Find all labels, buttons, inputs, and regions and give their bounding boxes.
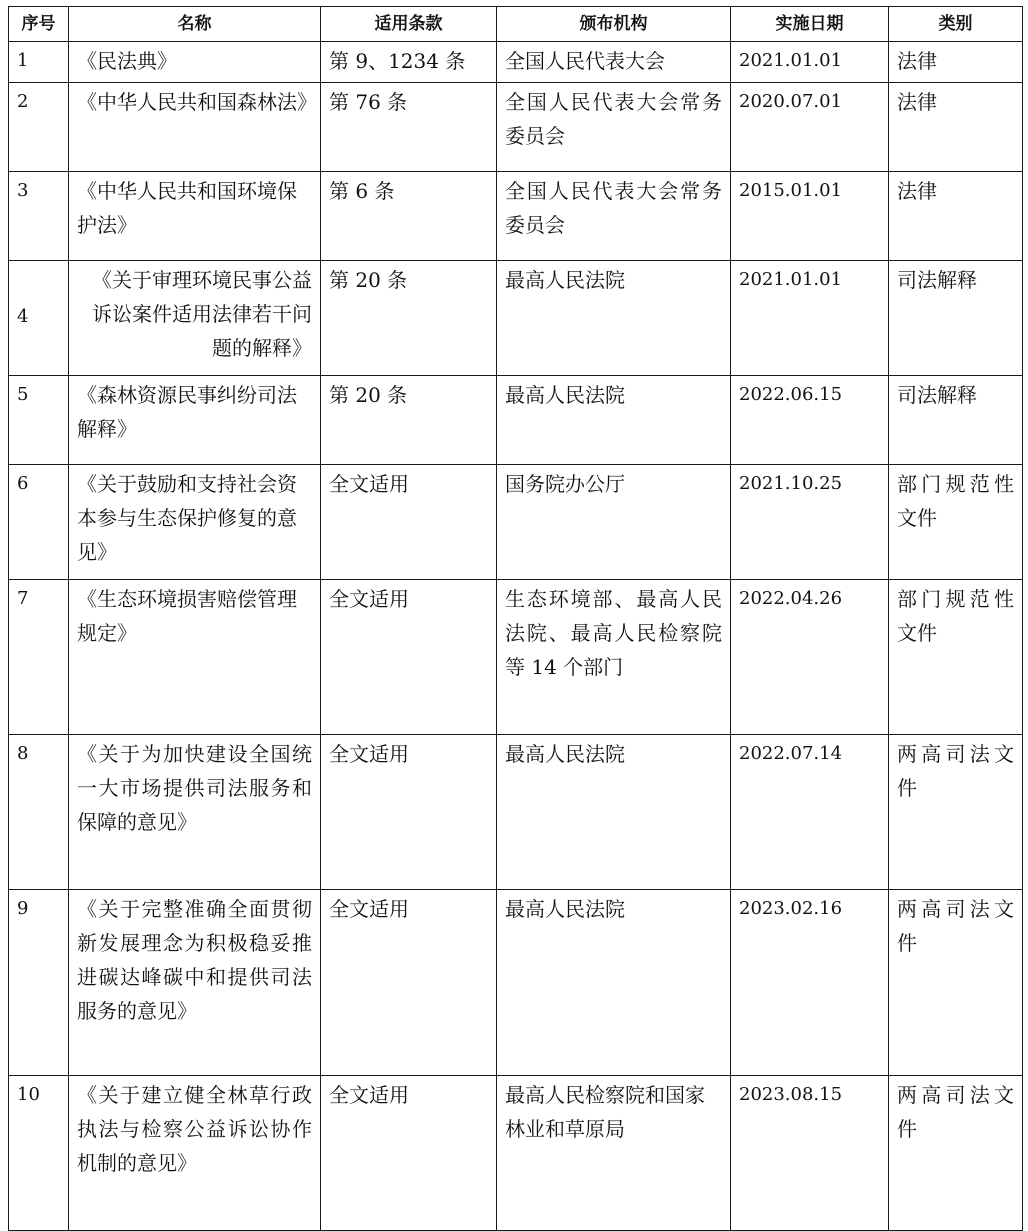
cell-index: 1 (9, 42, 69, 83)
cell-category: 法律 (889, 42, 1023, 83)
cell-date: 2023.08.15 (731, 1076, 889, 1231)
cell-clause: 第 6 条 (321, 172, 497, 261)
cell-issuer: 国务院办公厅 (497, 465, 731, 580)
cell-date: 2021.01.01 (731, 42, 889, 83)
header-index: 序号 (9, 7, 69, 42)
cell-date: 2022.06.15 (731, 376, 889, 465)
cell-index: 7 (9, 580, 69, 735)
cell-name: 《关于建立健全林草行政执法与检察公益诉讼协作机制的意见》 (69, 1076, 321, 1231)
cell-clause: 第 20 条 (321, 261, 497, 376)
cell-issuer: 最高人民法院 (497, 261, 731, 376)
header-category: 类别 (889, 7, 1023, 42)
cell-clause: 第 20 条 (321, 376, 497, 465)
cell-name: 《关于完整准确全面贯彻新发展理念为积极稳妥推进碳达峰碳中和提供司法服务的意见》 (69, 890, 321, 1076)
cell-category: 部门规范性文件 (889, 580, 1023, 735)
cell-issuer: 最高人民法院 (497, 735, 731, 890)
cell-date: 2023.02.16 (731, 890, 889, 1076)
cell-clause: 全文适用 (321, 890, 497, 1076)
table-row (9, 172, 1023, 261)
cell-index: 3 (9, 172, 69, 261)
cell-date: 2015.01.01 (731, 172, 889, 261)
cell-category: 部门规范性文件 (889, 465, 1023, 580)
cell-date: 2022.07.14 (731, 735, 889, 890)
table-row (9, 735, 1023, 890)
table-header-row (9, 7, 1023, 42)
table-row (9, 465, 1023, 580)
cell-clause: 全文适用 (321, 465, 497, 580)
table-row (9, 261, 1023, 376)
table-row (9, 83, 1023, 172)
cell-issuer: 全国人民代表大会常务委员会 (497, 83, 731, 172)
cell-name: 《关于为加快建设全国统一大市场提供司法服务和保障的意见》 (69, 735, 321, 890)
table-row (9, 42, 1023, 83)
cell-date: 2021.01.01 (731, 261, 889, 376)
cell-index: 5 (9, 376, 69, 465)
cell-issuer: 最高人民法院 (497, 376, 731, 465)
cell-category: 司法解释 (889, 261, 1023, 376)
header-name: 名称 (69, 7, 321, 42)
cell-name: 《关于审理环境民事公益诉讼案件适用法律若干问题的解释》 (69, 261, 321, 376)
cell-category: 法律 (889, 172, 1023, 261)
cell-category: 两高司法文件 (889, 890, 1023, 1076)
cell-issuer: 最高人民检察院和国家林业和草原局 (497, 1076, 731, 1231)
cell-index: 8 (9, 735, 69, 890)
cell-clause: 全文适用 (321, 580, 497, 735)
cell-clause: 第 76 条 (321, 83, 497, 172)
cell-index: 4 (9, 261, 69, 376)
cell-issuer: 最高人民法院 (497, 890, 731, 1076)
cell-name: 《生态环境损害赔偿管理规定》 (69, 580, 321, 735)
table-row (9, 376, 1023, 465)
cell-name: 《中华人民共和国森林法》 (69, 83, 321, 172)
cell-date: 2021.10.25 (731, 465, 889, 580)
cell-clause: 第 9、1234 条 (321, 42, 497, 83)
cell-date: 2022.04.26 (731, 580, 889, 735)
cell-issuer: 生态环境部、最高人民法院、最高人民检察院等 14 个部门 (497, 580, 731, 735)
cell-category: 两高司法文件 (889, 735, 1023, 890)
cell-category: 法律 (889, 83, 1023, 172)
cell-index: 9 (9, 890, 69, 1076)
cell-issuer: 全国人民代表大会常务委员会 (497, 172, 731, 261)
cell-name: 《关于鼓励和支持社会资本参与生态保护修复的意见》 (69, 465, 321, 580)
cell-name: 《民法典》 (69, 42, 321, 83)
cell-name: 《森林资源民事纠纷司法解释》 (69, 376, 321, 465)
cell-issuer: 全国人民代表大会 (497, 42, 731, 83)
table-row (9, 580, 1023, 735)
table-row (9, 890, 1023, 1076)
cell-name: 《中华人民共和国环境保护法》 (69, 172, 321, 261)
regulations-table (8, 6, 1023, 1231)
table-row (9, 1076, 1023, 1231)
cell-index: 6 (9, 465, 69, 580)
header-clause: 适用条款 (321, 7, 497, 42)
cell-index: 2 (9, 83, 69, 172)
cell-clause: 全文适用 (321, 1076, 497, 1231)
cell-clause: 全文适用 (321, 735, 497, 890)
cell-category: 司法解释 (889, 376, 1023, 465)
cell-index: 10 (9, 1076, 69, 1231)
header-issuer: 颁布机构 (497, 7, 731, 42)
cell-date: 2020.07.01 (731, 83, 889, 172)
header-date: 实施日期 (731, 7, 889, 42)
cell-category: 两高司法文件 (889, 1076, 1023, 1231)
